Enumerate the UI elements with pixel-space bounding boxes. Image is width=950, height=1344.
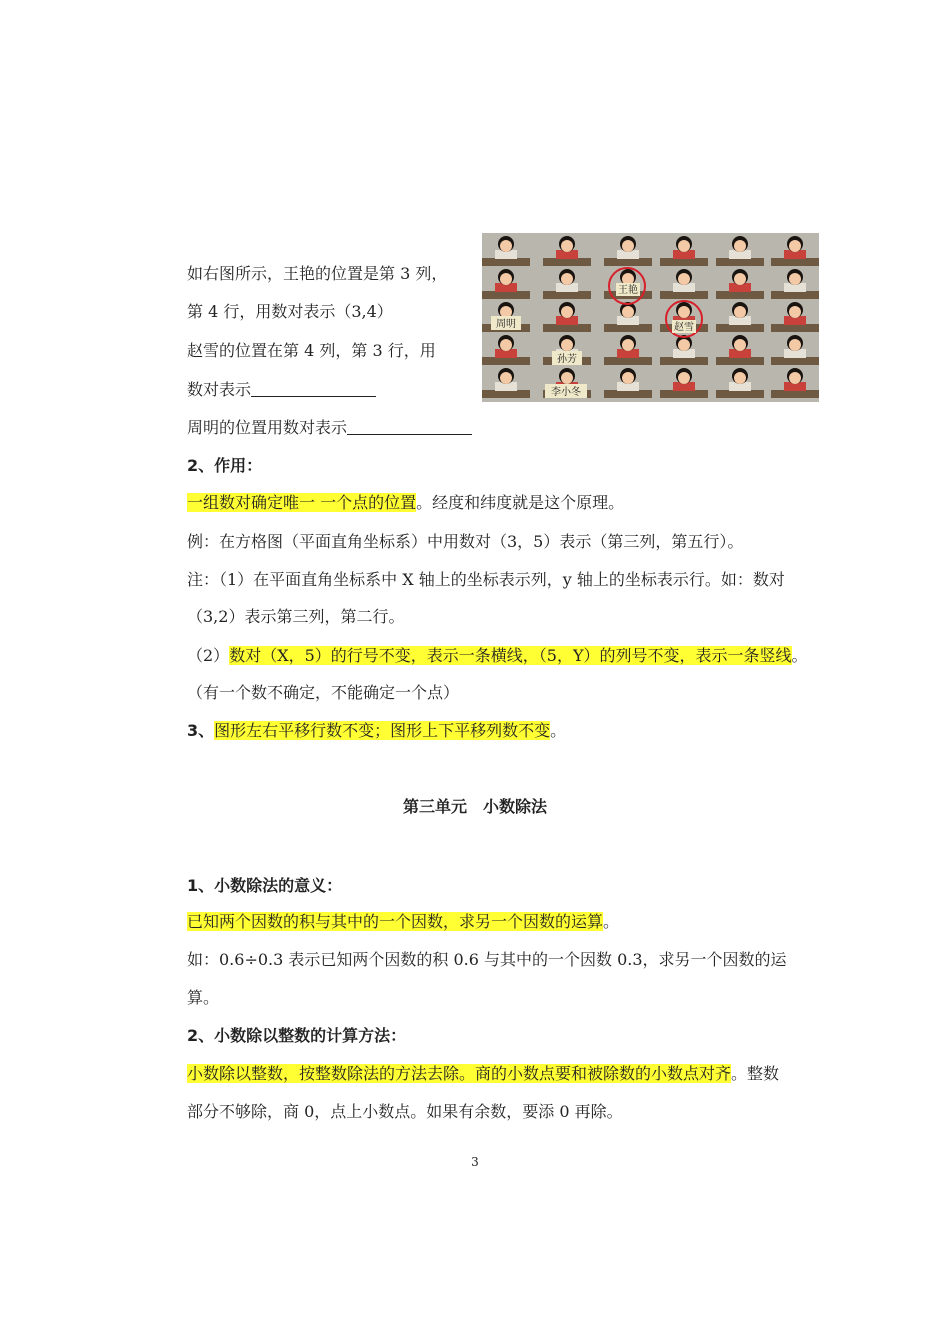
text-line: [187, 644, 808, 668]
student-face: [678, 240, 690, 252]
name-label-zhouming: 周明: [496, 319, 516, 330]
desk: [604, 324, 652, 332]
highlighted-text: 已知两个因数的积与其中的一个因数，求另一个因数的运算: [187, 912, 604, 931]
text-line: 第 4 行，用数对表示（3,4）: [187, 302, 393, 321]
text-line: [187, 416, 472, 440]
answer-blank[interactable]: [251, 380, 376, 397]
student-face: [734, 273, 746, 285]
desk: [604, 390, 652, 398]
text-span: 3、: [187, 721, 215, 740]
desk: [660, 291, 708, 299]
student-face: [622, 339, 634, 351]
student-face: [678, 339, 690, 351]
student-face: [734, 372, 746, 384]
name-label-sunfang: 孙芳: [557, 354, 577, 365]
name-label-zhaoxue: 赵雪: [674, 322, 694, 333]
student-face: [500, 273, 512, 285]
student-face: [678, 273, 690, 285]
desk: [604, 258, 652, 266]
text-line: 如右图所示，王艳的位置是第 3 列，: [187, 264, 448, 283]
desk: [543, 258, 591, 266]
text-line: [187, 719, 566, 743]
text-line: （有一个数不确定，不能确定一个点）: [187, 683, 460, 702]
student-face: [678, 372, 690, 384]
classroom-seating-figure: [482, 233, 819, 402]
desk: [716, 324, 764, 332]
text-span: 。整数: [731, 1064, 780, 1083]
desk: [660, 258, 708, 266]
text-line: [187, 1062, 779, 1086]
text-line: [187, 491, 624, 515]
text-span: 周明的位置用数对表示: [187, 418, 348, 437]
desk: [543, 324, 591, 332]
section-heading: 1、小数除法的意义：: [187, 876, 343, 895]
desk: [716, 291, 764, 299]
student-face: [678, 306, 690, 318]
text-line: 部分不够除，商 0，点上小数点。如果有余数，要添 0 再除。: [187, 1102, 623, 1121]
student-face: [561, 240, 573, 252]
student-face: [789, 240, 801, 252]
student-face: [561, 306, 573, 318]
desk: [716, 258, 764, 266]
name-label-wangyan: 王艳: [618, 285, 638, 296]
student-face: [789, 273, 801, 285]
desk: [771, 390, 819, 398]
desk: [482, 291, 530, 299]
desk: [482, 390, 530, 398]
desk: [771, 324, 819, 332]
text-line: 例：在方格图（平面直角坐标系）中用数对（3，5）表示（第三列，第五行）。: [187, 532, 744, 551]
desk: [482, 258, 530, 266]
desk: [660, 357, 708, 365]
text-span: （2）: [187, 646, 230, 665]
desk: [771, 258, 819, 266]
desk: [716, 390, 764, 398]
student-face: [500, 240, 512, 252]
text-line: 注：（1）在平面直角坐标系中 X 轴上的坐标表示列，y 轴上的坐标表示行。如：数对: [187, 570, 785, 589]
student-face: [561, 339, 573, 351]
student-face: [789, 372, 801, 384]
text-span: 。经度和纬度就是这个原理。: [416, 493, 625, 512]
highlighted-text: 小数除以整数，按整数除法的方法去除。商的小数点要和被除数的小数点对齐: [187, 1064, 732, 1083]
name-label-lixiaodong: 李小冬: [551, 387, 581, 398]
text-line: [187, 378, 376, 402]
desk: [604, 357, 652, 365]
text-line: [187, 910, 619, 934]
desk: [771, 357, 819, 365]
text-span: 。: [791, 646, 808, 665]
section-heading: 2、作用：: [187, 456, 263, 475]
text-line: 赵雪的位置在第 4 列，第 3 行，用: [187, 341, 436, 360]
highlighted-text: 数对（X，5）的行号不变，表示一条横线，（5，Y）的列号不变，表示一条竖线: [229, 646, 792, 665]
student-face: [622, 240, 634, 252]
student-face: [734, 240, 746, 252]
desk: [771, 291, 819, 299]
text-line: （3,2）表示第三列，第二行。: [187, 607, 405, 626]
student-face: [500, 339, 512, 351]
unit-heading: 第三单元 小数除法: [402, 797, 547, 816]
text-span: 。: [550, 721, 567, 740]
student-face: [561, 372, 573, 384]
student-face: [622, 306, 634, 318]
highlighted-text: 一组数对确定唯一 一个点的位置: [187, 493, 417, 512]
student-face: [622, 372, 634, 384]
section-heading: 2、小数除以整数的计算方法：: [187, 1026, 407, 1045]
text-span: 。: [603, 912, 620, 931]
desk: [716, 357, 764, 365]
student-face: [500, 372, 512, 384]
highlighted-text: 图形左右平移行数不变；图形上下平移列数不变: [214, 721, 551, 740]
student-face: [789, 339, 801, 351]
student-face: [789, 306, 801, 318]
text-span: 数对表示: [187, 380, 252, 399]
text-line: 算。: [187, 988, 220, 1007]
student-face: [561, 273, 573, 285]
text-line: 如：0.6÷0.3 表示已知两个因数的积 0.6 与其中的一个因数 0.3，求另一个因数的运: [187, 950, 787, 969]
desk: [482, 357, 530, 365]
desk: [543, 291, 591, 299]
student-face: [734, 339, 746, 351]
desk: [660, 390, 708, 398]
answer-blank[interactable]: [347, 418, 472, 435]
student-face: [734, 306, 746, 318]
page-number: 3: [471, 1155, 479, 1169]
